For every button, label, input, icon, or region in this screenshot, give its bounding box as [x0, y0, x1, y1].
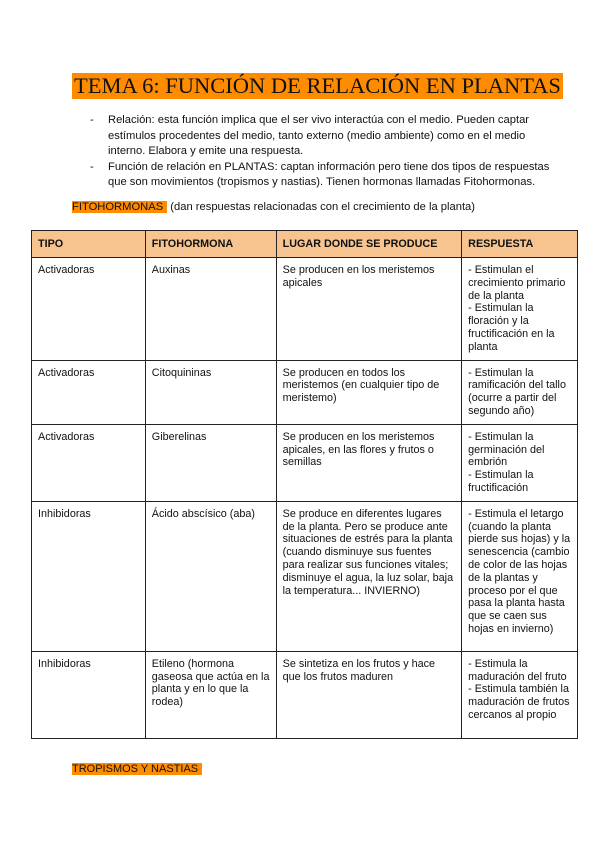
table-cell: Giberelinas [145, 424, 276, 501]
fitohormonas-table [31, 230, 578, 739]
intro-list [90, 113, 560, 191]
section-heading: FITOHORMONAS [72, 201, 167, 213]
table-row [32, 360, 578, 424]
table-cell: Se produce en diferentes lugares de la planta. Pero se produce ante situaciones de estrés para la planta (cuando disminuye sus fuentes para realizar sus funciones vitales; disminuye el agua, la luz solar, baja la temperatura... INVIERNO) [276, 501, 462, 651]
table-cell: - Estimulan la ramificación del tallo (ocurre a partir del segundo año) [462, 360, 578, 424]
table-cell: Ácido abscísico (aba) [145, 501, 276, 651]
table-row [32, 651, 578, 738]
section-fitohormonas [72, 201, 475, 213]
table-cell: Se producen en todos los meristemos (en cualquier tipo de meristemo) [276, 360, 462, 424]
table-cell: Inhibidoras [32, 651, 146, 738]
table-row [32, 424, 578, 501]
table-cell: Citoquininas [145, 360, 276, 424]
table-header-row [32, 231, 578, 258]
table-row [32, 501, 578, 651]
table-cell: Inhibidoras [32, 501, 146, 651]
header-cell: TIPO [32, 231, 146, 258]
header-cell: LUGAR DONDE SE PRODUCE [276, 231, 462, 258]
table-cell: Activadoras [32, 258, 146, 361]
table-cell: Activadoras [32, 360, 146, 424]
table-cell: Auxinas [145, 258, 276, 361]
table-cell: - Estimula el letargo (cuando la planta pierde sus hojas) y la senescencia (cambio de color de las hojas de la plantas y proceso por el que pasa la planta hasta que se caen sus hojas en invierno) [462, 501, 578, 651]
page-title: TEMA 6: FUNCIÓN DE RELACIÓN EN PLANTAS [74, 73, 561, 98]
table-cell: Etileno (hormona gaseosa que actúa en la planta y en lo que la rodea) [145, 651, 276, 738]
table-cell: - Estimula la maduración del fruto - Estimula también la maduración de frutos cercanos al propio [462, 651, 578, 738]
table-cell: Activadoras [32, 424, 146, 501]
table-cell: - Estimulan la germinación del embrión - Estimulan la fructificación [462, 424, 578, 501]
section-note: (dan respuestas relacionadas con el crecimiento de la planta) [170, 201, 476, 213]
list-item: - Función de relación en PLANTAS: captan información pero tiene dos tipos de respuestas que son movimientos (tropismos y nastias). Tienen hormonas llamadas Fitohormonas. [90, 160, 560, 191]
table-row [32, 258, 578, 361]
list-item: - Relación: esta función implica que el ser vivo interactúa con el medio. Pueden captar estímulos procedentes del medio, tanto externo (medio ambiente) como en el medio interno. Elabora y emite una respuesta. [90, 113, 560, 160]
header-cell: RESPUESTA [462, 231, 578, 258]
section-tropismos [72, 763, 202, 775]
section-heading: TROPISMOS Y NASTIAS [72, 763, 202, 775]
table-cell: - Estimulan el crecimiento primario de la planta - Estimulan la floración y la fructificación en la planta [462, 258, 578, 361]
header-cell: FITOHORMONA [145, 231, 276, 258]
table-cell: Se sintetiza en los frutos y hace que los frutos maduren [276, 651, 462, 738]
table-cell: Se producen en los meristemos apicales, en las flores y frutos o semillas [276, 424, 462, 501]
table-cell: Se producen en los meristemos apicales [276, 258, 462, 361]
